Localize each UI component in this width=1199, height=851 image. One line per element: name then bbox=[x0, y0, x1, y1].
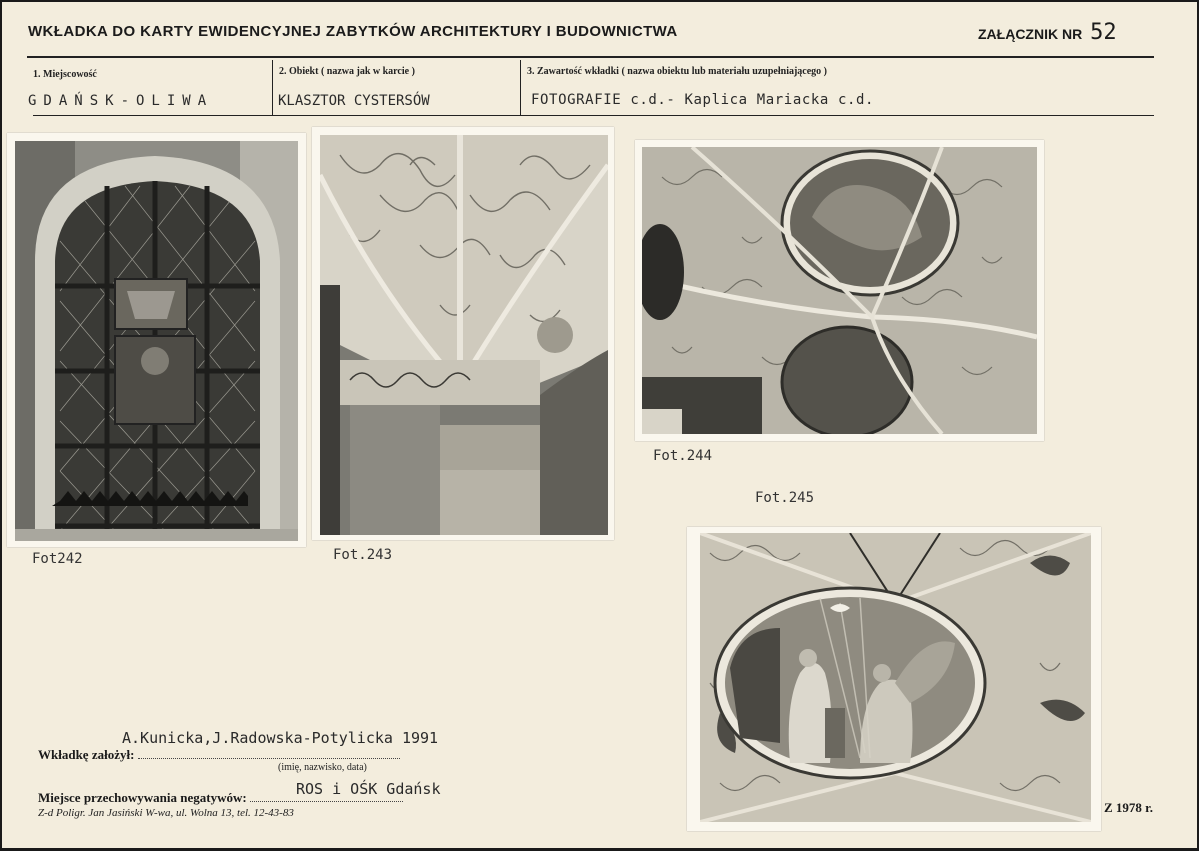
annex-number: 52 bbox=[1090, 20, 1117, 45]
annex-label bbox=[978, 20, 1117, 45]
photo-245-image bbox=[700, 533, 1091, 822]
photo-244 bbox=[635, 140, 1044, 441]
printer-note: Z-d Poligr. Jan Jasiński W-wa, ul. Wolna 13, tel. 12-43-83 bbox=[38, 807, 294, 819]
object-label: 2. Obiekt ( nazwa jak w karcie ) bbox=[279, 66, 415, 77]
photo-242-image bbox=[15, 141, 298, 541]
photo-244-caption: Fot.244 bbox=[653, 448, 713, 464]
content-value: FOTOGRAFIE c.d.- Kaplica Mariacka c.d. bbox=[531, 92, 875, 108]
print-year: Z 1978 r. bbox=[1104, 800, 1153, 815]
field-divider-1 bbox=[272, 60, 273, 116]
field-divider-2 bbox=[520, 60, 521, 116]
author-field bbox=[38, 747, 400, 763]
photo-242-caption: Fot242 bbox=[32, 551, 83, 567]
photo-243-image bbox=[320, 135, 608, 535]
locality-value: GDAŃSK-OLIWA bbox=[28, 93, 214, 109]
annex-label-text: ZAŁĄCZNIK NR bbox=[978, 26, 1083, 42]
photo-244-image bbox=[642, 147, 1037, 434]
sheet-title: WKŁADKA DO KARTY EWIDENCYJNEJ ZABYTKÓW ARCHITEKTURY I BUDOWNICTWA bbox=[28, 23, 678, 40]
object-value: KLASZTOR CYSTERSÓW bbox=[278, 93, 430, 109]
photo-243 bbox=[312, 127, 614, 540]
content-label: 3. Zawartość wkładki ( nazwa obiektu lub materiału uzupełniającego ) bbox=[527, 66, 828, 77]
header-rule-bottom bbox=[33, 115, 1154, 116]
storage-dots bbox=[250, 801, 403, 802]
photo-242 bbox=[7, 133, 306, 547]
locality-label: 1. Miejscowość bbox=[33, 69, 97, 80]
storage-value: ROS i OŚK Gdańsk bbox=[296, 780, 441, 798]
storage-label: Miejsce przechowywania negatywów: bbox=[38, 790, 247, 805]
photo-243-caption: Fot.243 bbox=[333, 547, 393, 563]
photo-245-caption: Fot.245 bbox=[755, 490, 815, 506]
author-hint: (imię, nazwisko, data) bbox=[278, 762, 367, 773]
author-label: Wkładkę założył: bbox=[38, 747, 135, 762]
photo-245 bbox=[687, 527, 1101, 831]
storage-field bbox=[38, 790, 403, 806]
author-value: A.Kunicka,J.Radowska-Potylicka 1991 bbox=[122, 729, 439, 747]
header-rule-top bbox=[27, 56, 1154, 58]
author-dots bbox=[138, 758, 400, 759]
